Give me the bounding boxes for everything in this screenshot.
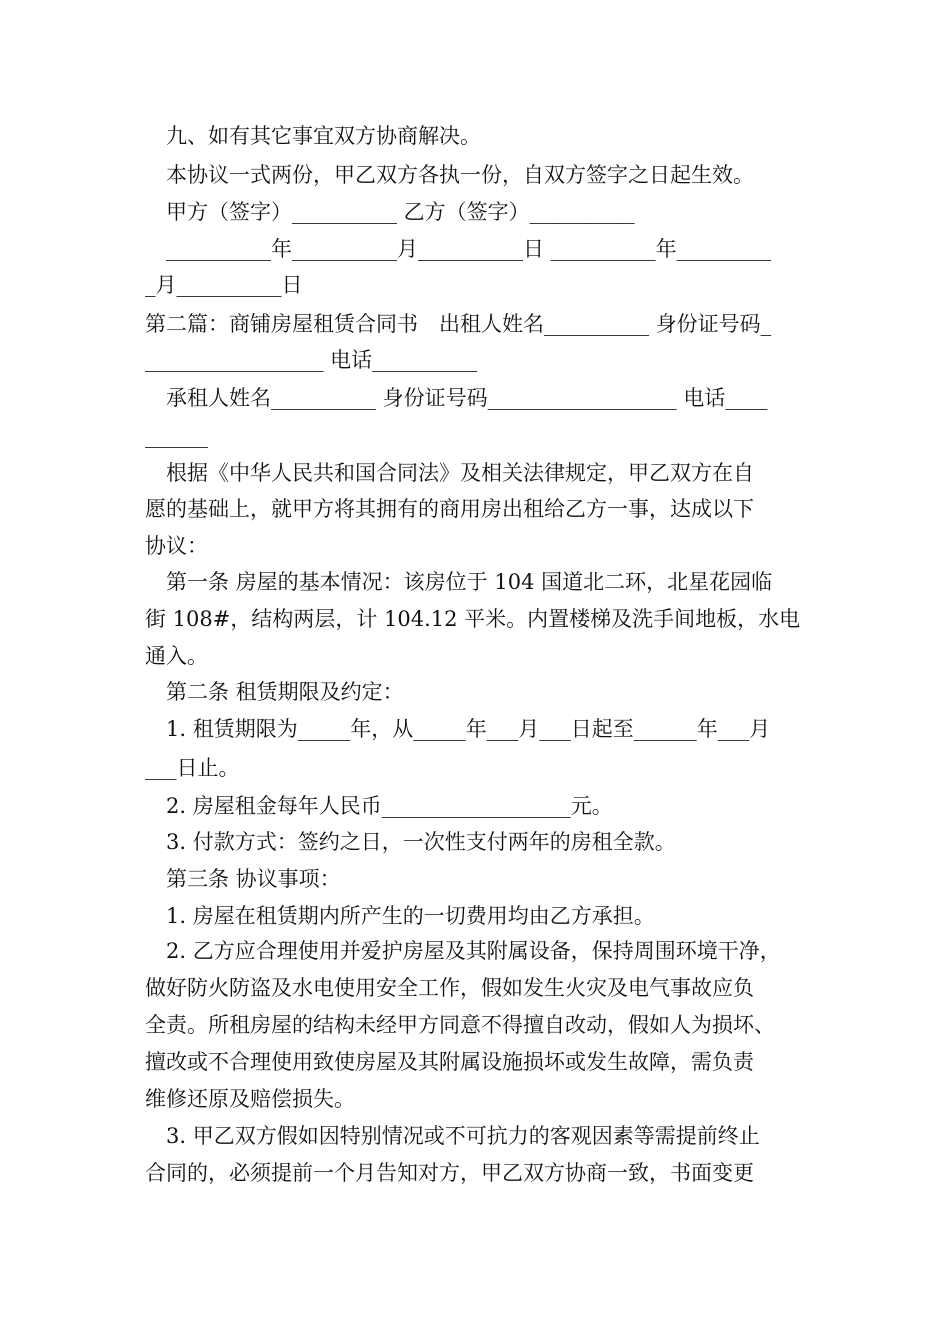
text-line: 第三条 协议事项： xyxy=(145,867,341,891)
text-line: 协议： xyxy=(145,534,208,558)
text-line: 愿的基础上，就甲方将其拥有的商用房出租给乙方一事，达成以下 xyxy=(145,497,754,521)
text-line: __________年__________月__________日 __________年_________ xyxy=(145,237,772,261)
text-line: 1. 房屋在租赁期内所产生的一切费用均由乙方承担。 xyxy=(145,904,655,928)
text-line: 街 108#，结构两层，计 104.12 平米。内置楼梯及洗手间地板，水电 xyxy=(145,607,801,631)
text-line: 根据《中华人民共和国合同法》及相关法律规定，甲乙双方在自 xyxy=(145,461,754,485)
text-line: 1. 租赁期限为_____年，从_____年___月___日起至______年___月 xyxy=(145,717,771,741)
text-line: 全责。所租房屋的结构未经甲方同意不得擅自改动，假如人为损坏、 xyxy=(145,1013,775,1037)
text-line: 本协议一式两份，甲乙双方各执一份，自双方签字之日起生效。 xyxy=(145,163,754,187)
text-line: 九、如有其它事宜双方协商解决。 xyxy=(145,124,481,148)
text-line: 做好防火防盗及水电使用安全工作，假如发生火灾及电气事故应负 xyxy=(145,976,754,1000)
text-line: 擅改或不合理使用致使房屋及其附属设施损坏或发生故障，需负责 xyxy=(145,1050,754,1074)
text-line: 2. 房屋租金每年人民币__________________元。 xyxy=(145,794,613,818)
text-line: 合同的，必须提前一个月告知对方，甲乙双方协商一致，书面变更 xyxy=(145,1161,754,1185)
text-line: ______ xyxy=(145,424,208,448)
text-line: 甲方（签字）__________ 乙方（签字）__________ xyxy=(145,200,635,224)
text-line: 3. 付款方式：签约之日，一次性支付两年的房租全款。 xyxy=(145,830,676,854)
text-line: 2. 乙方应合理使用并爱护房屋及其附属设备，保持周围环境干净， xyxy=(145,939,781,963)
text-line: _________________ 电话__________ xyxy=(145,348,478,372)
text-line: 维修还原及赔偿损失。 xyxy=(145,1087,355,1111)
text-line: _月__________日 xyxy=(145,273,303,297)
text-line: 承租人姓名__________ 身份证号码__________________ 电话____ xyxy=(145,386,768,410)
text-line: ___日止。 xyxy=(145,756,240,780)
text-line: 第二条 租赁期限及约定： xyxy=(145,680,404,704)
text-line: 第二篇：商铺房屋租赁合同书 出租人姓名__________ 身份证号码_ xyxy=(145,312,772,336)
text-line: 3. 甲乙双方假如因特别情况或不可抗力的客观因素等需提前终止 xyxy=(145,1124,760,1148)
text-line: 通入。 xyxy=(145,644,208,668)
text-line: 第一条 房屋的基本情况：该房位于 104 国道北二环，北星花园临 xyxy=(145,570,773,594)
